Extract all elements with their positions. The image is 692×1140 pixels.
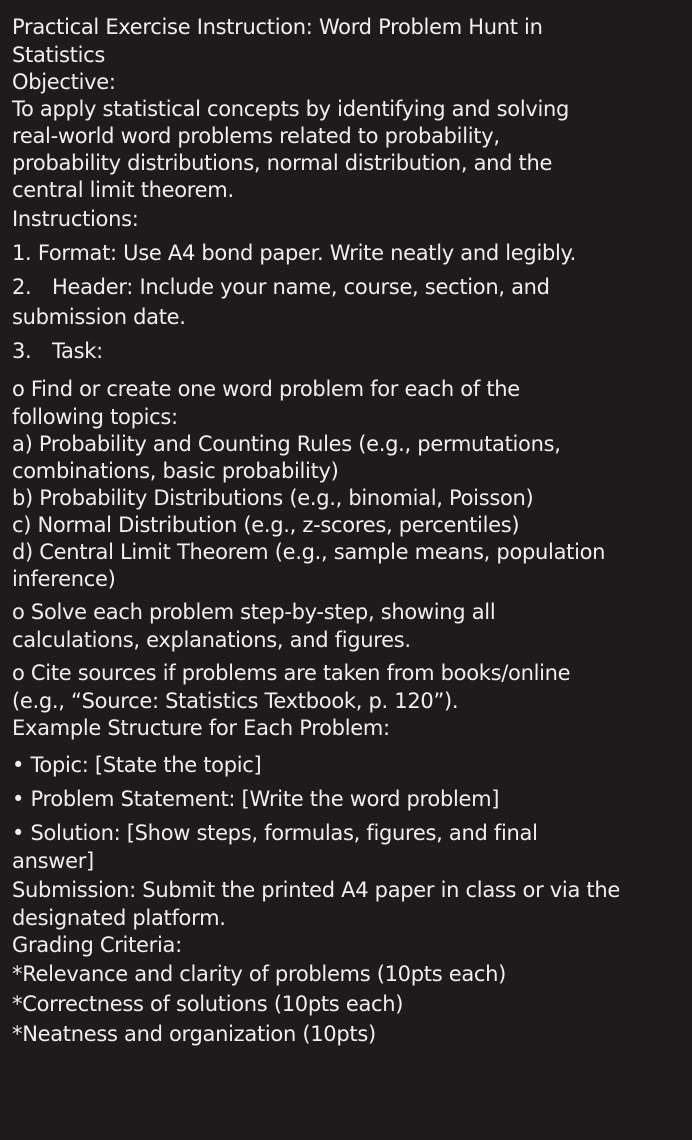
- bullet-problem: • Problem Statement: [Write the word problem]: [12, 787, 500, 811]
- bullet-topic: • Topic: [State the topic]: [12, 753, 262, 777]
- task-find-line: o Find or create one word problem for each of the: [12, 377, 520, 401]
- topic-c: c) Normal Distribution (e.g., z-scores, percentiles): [12, 513, 520, 537]
- document: [12, 12, 684, 1049]
- item-number: 2.: [12, 275, 32, 299]
- bullet-solution-line-2: answer]: [12, 849, 94, 873]
- objective-line: To apply statistical concepts by identifying and solving: [12, 97, 570, 121]
- solve-line: o Solve each problem step-by-step, showing all: [12, 600, 496, 624]
- criteria-item: *Relevance and clarity of problems (10pts each): [12, 962, 507, 986]
- objective-line: probability distributions, normal distribution, and the: [12, 151, 553, 175]
- item-number: 3.: [12, 339, 32, 363]
- title-line-2: Statistics: [12, 43, 105, 67]
- item-text: Format: Use A4 bond paper. Write neatly and legibly.: [37, 241, 577, 265]
- criteria-item: *Neatness and organization (10pts): [12, 1022, 376, 1046]
- instruction-item-header: [12, 272, 684, 302]
- topic-b: b) Probability Distributions (e.g., binomial, Poisson): [12, 486, 534, 510]
- submission-line: designated platform.: [12, 906, 226, 930]
- title-line-1: Practical Exercise Instruction: Word Problem Hunt in: [12, 15, 543, 39]
- objective-line: real-world word problems related to probability,: [12, 124, 500, 148]
- item-text: Task:: [52, 339, 103, 363]
- instructions-heading: Instructions:: [12, 207, 139, 231]
- instruction-item-task: [12, 336, 684, 366]
- item-text: Header: Include your name, course, section, and: [52, 275, 550, 299]
- solve-line: calculations, explanations, and figures.: [12, 628, 411, 652]
- submission-line: Submission: Submit the printed A4 paper in class or via the: [12, 878, 620, 902]
- item-number: 1.: [12, 241, 32, 265]
- example-heading: Example Structure for Each Problem:: [12, 716, 390, 740]
- bullet-solution-line-1: • Solution: [Show steps, formulas, figures, and final: [12, 821, 538, 845]
- grading-heading: Grading Criteria:: [12, 933, 182, 957]
- instruction-item-header-cont: submission date.: [12, 305, 186, 329]
- cite-line: o Cite sources if problems are taken from books/online: [12, 661, 571, 685]
- cite-line: (e.g., “Source: Statistics Textbook, p. 120”).: [12, 689, 459, 713]
- topic-a-line-1: a) Probability and Counting Rules (e.g., permutations,: [12, 432, 561, 456]
- topic-d-line-1: d) Central Limit Theorem (e.g., sample means, population: [12, 540, 606, 564]
- topic-a-line-2: combinations, basic probability): [12, 459, 339, 483]
- task-find-line: following topics:: [12, 405, 178, 429]
- objective-heading: Objective:: [12, 70, 116, 94]
- objective-line: central limit theorem.: [12, 178, 234, 202]
- topic-d-line-2: inference): [12, 567, 116, 591]
- instruction-item-format: [12, 238, 684, 268]
- criteria-item: *Correctness of solutions (10pts each): [12, 992, 404, 1016]
